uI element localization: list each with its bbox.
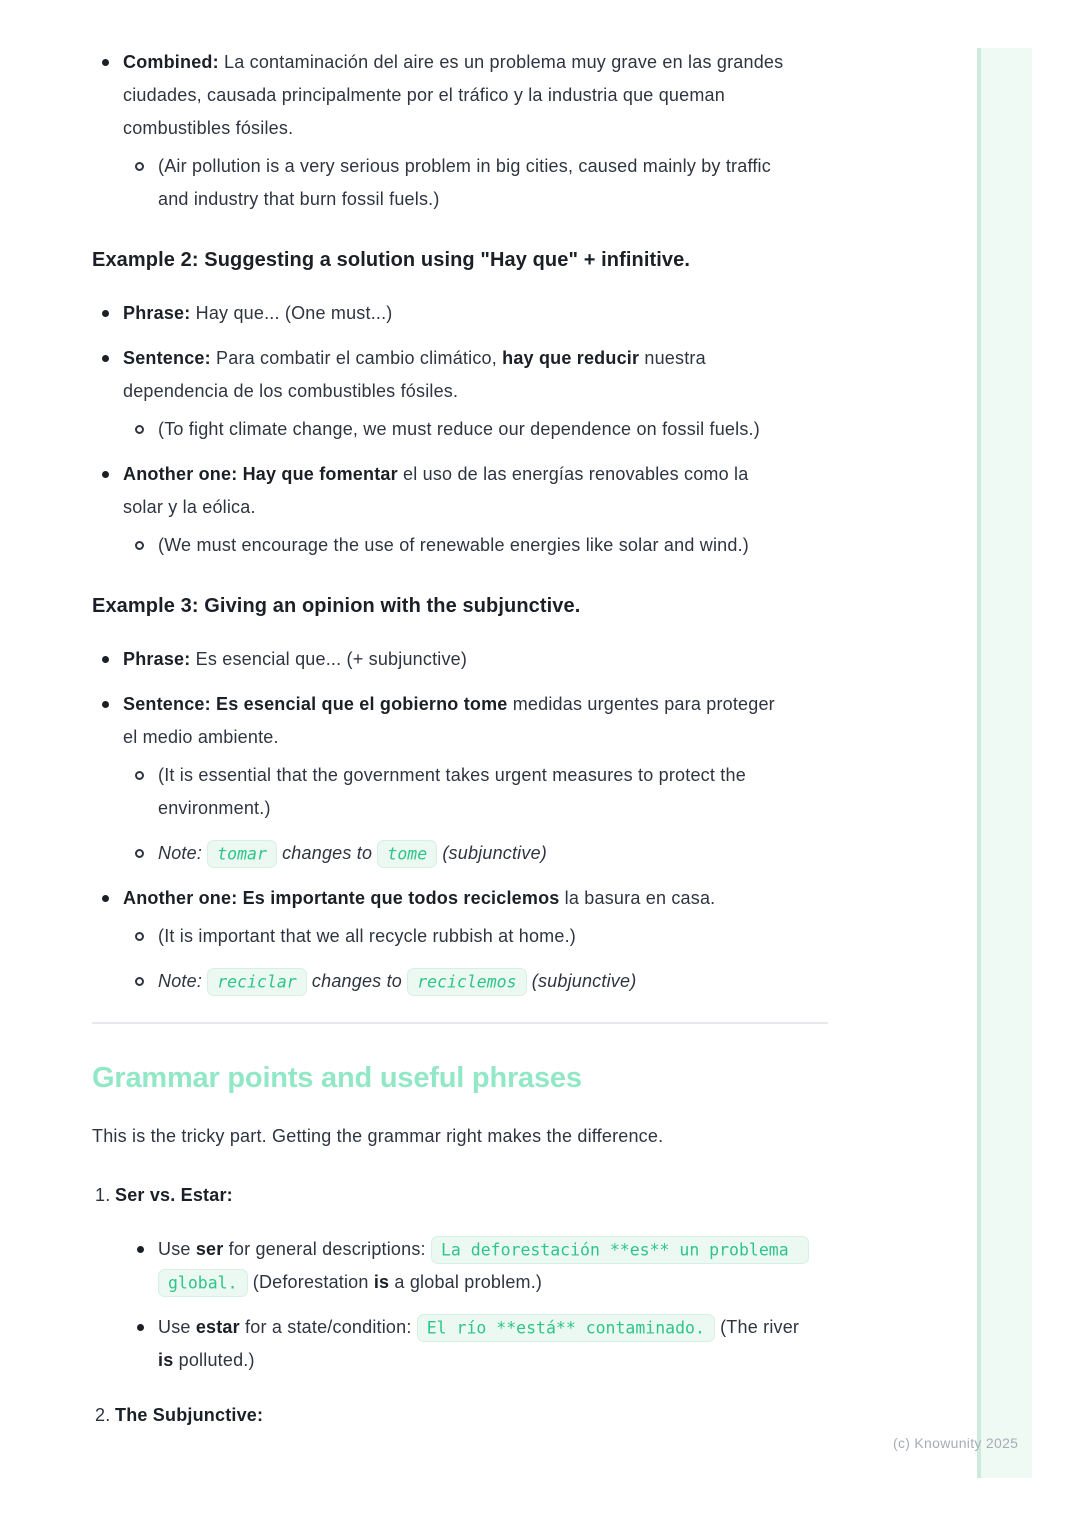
phrase-text: Es esencial que... (+ subjunctive): [190, 649, 468, 669]
nested-bullet-list: [92, 1233, 828, 1377]
item-title: Ser vs. Estar:: [115, 1185, 233, 1205]
bullet-icon: [92, 297, 123, 330]
sub-list-item: [123, 413, 785, 446]
estar-pre: Use: [158, 1317, 196, 1337]
note-label: Note:: [158, 843, 203, 863]
note-suffix: (subjunctive): [442, 843, 547, 863]
list-item-sentence: [92, 342, 828, 446]
item-number: 1.: [95, 1185, 111, 1205]
sentence-rest: nuestra dependencia de los combustibles fósiles.: [123, 348, 706, 401]
example-3-heading: Example 3: Giving an opinion with the subjunctive.: [92, 595, 581, 617]
sub-list: [123, 529, 785, 562]
list-item-combined: [92, 46, 828, 216]
sentence-bold: hay que reducir: [502, 348, 640, 368]
another-line: [123, 458, 785, 524]
sub-list-item: [123, 529, 785, 562]
sub-list: [123, 413, 785, 446]
numbered-item-head: [92, 1399, 828, 1432]
another-text: el uso de las energías renovables como la solar y la eólica.: [123, 464, 749, 517]
sentence-line: [123, 342, 785, 408]
code-chip: tome: [377, 840, 437, 868]
sub-list-item-note: [123, 965, 785, 998]
bullet-icon: [92, 882, 123, 998]
note-middle: changes to: [282, 843, 373, 863]
note-line: [158, 837, 785, 870]
sentence-rest: medidas urgentes para proteger el medio ambiente.: [123, 694, 775, 747]
bullet-icon: [92, 1233, 158, 1299]
combined-sentence: [123, 46, 785, 145]
ser-pre: Use: [158, 1239, 196, 1259]
sub-list-item: [123, 150, 785, 216]
translation-text: (It is essential that the government takes urgent measures to protect the environment.): [158, 765, 746, 818]
phrase-label: Phrase:: [123, 303, 191, 323]
list-item-ser: [92, 1233, 828, 1299]
code-chip: reciclar: [207, 968, 306, 996]
circle-bullet-icon: [123, 150, 158, 216]
translation-text: (To fight climate change, we must reduce our dependence on fossil fuels.): [158, 419, 760, 439]
bullet-icon: [92, 458, 123, 562]
list-item-another: [92, 882, 828, 998]
notes-content: [92, 46, 828, 1432]
item-number: 2.: [95, 1405, 111, 1425]
ser-mid: for general descriptions:: [223, 1239, 431, 1259]
list-item-another: [92, 458, 828, 562]
code-chip: El río **está** contaminado.: [417, 1314, 715, 1342]
example-2-list: [92, 297, 828, 562]
list-item-body: [158, 1233, 808, 1299]
bullet-icon: [92, 1311, 158, 1377]
circle-bullet-icon: [123, 529, 158, 562]
circle-bullet-icon: [123, 837, 158, 870]
numbered-item-head: [92, 1179, 828, 1212]
bullet-icon: [92, 688, 123, 870]
list-item-body: [123, 297, 785, 330]
combined-label: Combined:: [123, 52, 219, 72]
numbered-item-ser-estar: [92, 1179, 828, 1377]
note-label: Note:: [158, 971, 203, 991]
example-2-heading: Example 2: Suggesting a solution using "Hay que" + infinitive.: [92, 249, 691, 271]
list-item-body: [123, 688, 785, 870]
bullet-icon: [92, 46, 123, 216]
phrase-label: Phrase:: [123, 649, 191, 669]
list-item-phrase: [92, 643, 828, 676]
circle-bullet-icon: [123, 920, 158, 953]
phrase-line: [123, 297, 785, 330]
list-item-body: [123, 458, 785, 562]
sentence-bold: Sentence: Es esencial que el gobierno tome: [123, 694, 508, 714]
sub-list: [123, 150, 785, 216]
code-chip: La deforestación **es** un problema global.: [158, 1236, 809, 1297]
sub-list-item: [123, 920, 785, 953]
numbered-item-subjunctive: [92, 1399, 828, 1432]
list-item-body: [123, 643, 785, 676]
circle-bullet-icon: [123, 413, 158, 446]
sentence-line: [123, 688, 785, 754]
translation-text: (Air pollution is a very serious problem in big cities, caused mainly by traffic and industry that burn fossil fuels.): [158, 156, 771, 209]
estar-bold: estar: [195, 1317, 240, 1337]
sub-list-item: [123, 759, 785, 825]
code-chip: tomar: [207, 840, 277, 868]
another-bold: Another one: Es importante que todos reciclemos: [123, 888, 560, 908]
list-item-estar: [92, 1311, 828, 1377]
grammar-intro-paragraph: This is the tricky part. Getting the grammar right makes the difference.: [92, 1126, 664, 1146]
combined-list: [92, 46, 828, 216]
translation-text: (We must encourage the use of renewable energies like solar and wind.): [158, 535, 749, 555]
note-line: [158, 965, 785, 998]
bullet-icon: [92, 643, 123, 676]
ser-post-rest: a global problem.): [389, 1272, 543, 1292]
estar-post-bold: is: [158, 1350, 174, 1370]
combined-text: La contaminación del aire es un problema muy grave en las grandes ciudades, causada principalmente por el tráfico y la industria que queman combustibles fósiles.: [123, 52, 784, 138]
sub-list: [123, 759, 785, 870]
list-item-phrase: [92, 297, 828, 330]
sentence-text: Para combatir el cambio climático,: [210, 348, 503, 368]
bullet-icon: [92, 342, 123, 446]
sentence-label: Sentence:: [123, 348, 211, 368]
example-3-list: [92, 643, 828, 998]
item-title: The Subjunctive:: [115, 1405, 264, 1425]
note-suffix: (subjunctive): [531, 971, 637, 991]
another-text: la basura en casa.: [559, 888, 716, 908]
note-middle: changes to: [311, 971, 402, 991]
list-item-sentence: [92, 688, 828, 870]
estar-mid: for a state/condition:: [239, 1317, 417, 1337]
another-bold: Another one: Hay que fomentar: [123, 464, 398, 484]
phrase-text: Hay que... (One must...): [190, 303, 393, 323]
list-item-body: [158, 1311, 808, 1377]
estar-post-pre: (The river: [714, 1317, 800, 1337]
list-item-body: [123, 882, 785, 998]
side-accent-bar: [977, 48, 1032, 1478]
translation-text: (It is important that we all recycle rubbish at home.): [158, 926, 576, 946]
list-item-body: [123, 46, 785, 216]
sub-list-item-note: [123, 837, 785, 870]
grammar-section-heading: Grammar points and useful phrases: [92, 1062, 582, 1094]
section-divider: [92, 1022, 828, 1024]
circle-bullet-icon: [123, 965, 158, 998]
ser-bold: ser: [195, 1239, 224, 1259]
sub-list: [123, 920, 785, 998]
another-line: [123, 882, 785, 915]
phrase-line: [123, 643, 785, 676]
estar-post-rest: polluted.): [173, 1350, 255, 1370]
copyright-text: (c) Knowunity 2025: [893, 1435, 1019, 1451]
grammar-numbered-list: [92, 1179, 828, 1432]
circle-bullet-icon: [123, 759, 158, 825]
list-item-body: [123, 342, 785, 446]
ser-post-bold: is: [373, 1272, 390, 1292]
ser-post-pre: (Deforestation: [247, 1272, 374, 1292]
code-chip: reciclemos: [407, 968, 526, 996]
